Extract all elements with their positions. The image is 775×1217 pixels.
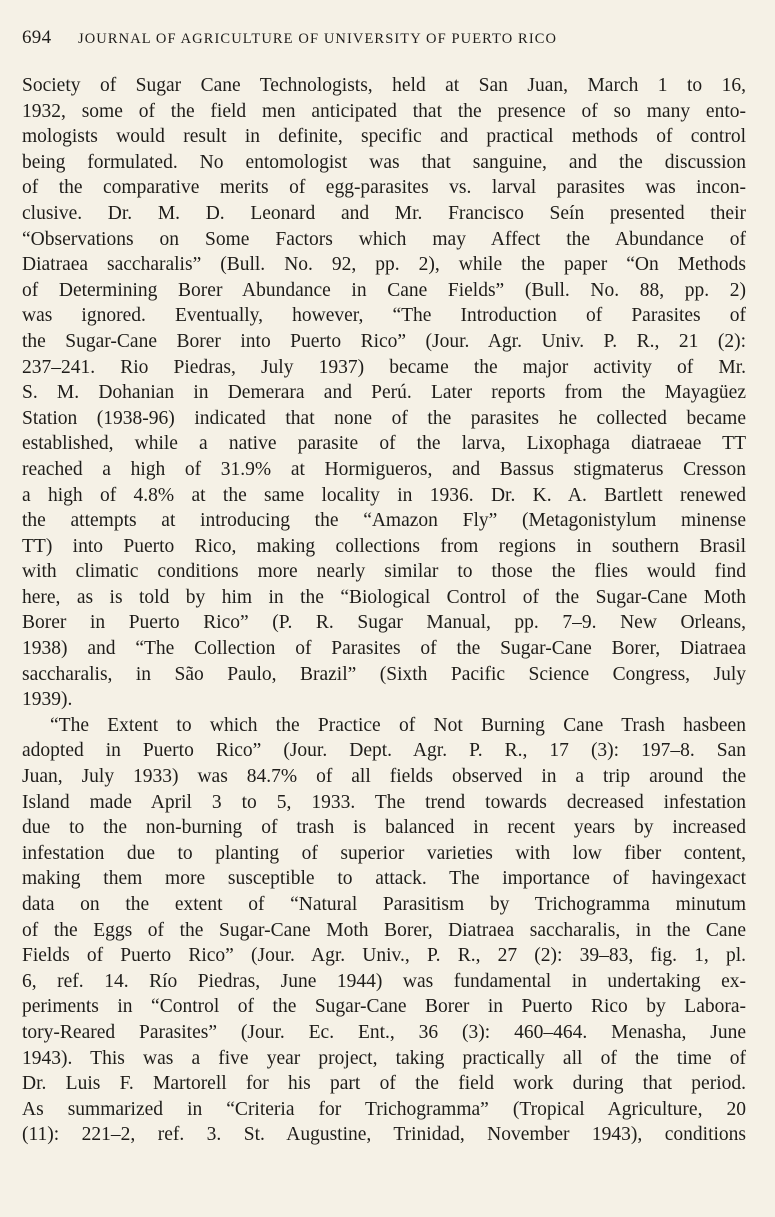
text-line: of the Eggs of the Sugar-Cane Moth Borer, Diatraea saccharalis, in the Cane (22, 919, 746, 941)
text-line: As summarized in “Criteria for Trichogramma” (Tropical Agriculture, 20 (22, 1098, 746, 1120)
text-line: 1932, some of the field men anticipated that the presence of so many ento- (22, 100, 746, 122)
text-line: saccharalis, in São Paulo, Brazil” (Sixth Pacific Science Congress, July (22, 663, 746, 685)
text-line: data on the extent of “Natural Parasitism by Trichogramma minutum (22, 894, 746, 915)
body-text (22, 73, 746, 1148)
journal-title: JOURNAL OF AGRICULTURE OF UNIVERSITY OF PUERTO RICO (77, 31, 558, 47)
text-line: “Observations on Some Factors which may Affect the Abundance of (22, 228, 746, 250)
text-line: Station (1938-96) indicated that none of the parasites he collected became (22, 407, 746, 429)
text-line: of Determining Borer Abundance in Cane Fields” (Bull. No. 88, pp. 2) (22, 279, 746, 301)
page-number: 694 (22, 27, 52, 48)
text-line: a high of 4.8% at the same locality in 1936. Dr. K. A. Bartlett renewed (22, 484, 746, 506)
text-line: mologists would result in definite, specific and practical methods of control (22, 126, 746, 148)
text-line: due to the non-burning of trash is balanced in recent years by increased (22, 817, 746, 839)
text-line: the Sugar-Cane Borer into Puerto Rico” (Jour. Agr. Univ. P. R., 21 (2): (22, 330, 746, 352)
text-line: Juan, July 1933) was 84.7% of all fields observed in a trip around the (22, 766, 746, 788)
text-line: was ignored. Eventually, however, “The Introduction of Parasites of (22, 305, 746, 327)
text-line: being formulated. No entomologist was that sanguine, and the discussion (22, 151, 746, 173)
text-line: adopted in Puerto Rico” (Jour. Dept. Agr. P. R., 17 (3): 197–8. San (22, 740, 746, 762)
text-line: with climatic conditions more nearly similar to those the flies would find (22, 561, 746, 583)
text-line: (11): 221–2, ref. 3. St. Augustine, Trinidad, November 1943), conditions (22, 1124, 746, 1146)
text-line: here, as is told by him in the “Biological Control of the Sugar-Cane Moth (22, 586, 746, 608)
text-line: TT) into Puerto Rico, making collections from regions in southern Brasil (22, 535, 746, 557)
text-line: periments in “Control of the Sugar-Cane Borer in Puerto Rico by Labora- (22, 996, 746, 1018)
text-line: Fields of Puerto Rico” (Jour. Agr. Univ., P. R., 27 (2): 39–83, fig. 1, pl. (22, 945, 746, 967)
text-line: S. M. Dohanian in Demerara and Perú. Later reports from the Mayagüez (22, 382, 746, 404)
text-line: 1938) and “The Collection of Parasites of the Sugar-Cane Borer, Diatraea (22, 638, 746, 660)
text-line: “The Extent to which the Practice of Not Burning Cane Trash hasbeen (50, 714, 746, 736)
text-line: established, while a native parasite of the larva, Lixophaga diatraeae TT (22, 433, 746, 455)
text-line: 1939). (22, 689, 73, 711)
text-line: the attempts at introducing the “Amazon Fly” (Metagonistylum minense (22, 510, 746, 532)
text-line: infestation due to planting of superior varieties with low fiber content, (22, 842, 746, 864)
text-line: 6, ref. 14. Río Piedras, June 1944) was fundamental in undertaking ex- (22, 970, 746, 992)
text-line: Borer in Puerto Rico” (P. R. Sugar Manual, pp. 7–9. New Orleans, (22, 612, 746, 634)
text-line: 1943). This was a five year project, taking practically all of the time of (22, 1047, 746, 1069)
text-line: of the comparative merits of egg-parasites vs. larval parasites was incon- (22, 177, 746, 199)
text-line: tory-Reared Parasites” (Jour. Ec. Ent., 36 (3): 460–464. Menasha, June (22, 1021, 746, 1043)
text-line: making them more susceptible to attack. The importance of havingexact (22, 868, 746, 890)
text-line: Diatraea saccharalis” (Bull. No. 92, pp. 2), while the paper “On Methods (22, 254, 746, 276)
running-header (22, 27, 762, 49)
text-line: Dr. Luis F. Martorell for his part of the field work during that period. (22, 1073, 746, 1095)
text-line: Island made April 3 to 5, 1933. The trend towards decreased infestation (22, 791, 746, 813)
text-line: Society of Sugar Cane Technologists, held at San Juan, March 1 to 16, (22, 75, 746, 96)
text-line: 237–241. Rio Piedras, July 1937) became the major activity of Mr. (22, 356, 746, 378)
text-line: reached a high of 31.9% at Hormigueros, and Bassus stigmaterus Cresson (22, 458, 746, 480)
text-line: clusive. Dr. M. D. Leonard and Mr. Francisco Seín presented their (22, 202, 746, 224)
